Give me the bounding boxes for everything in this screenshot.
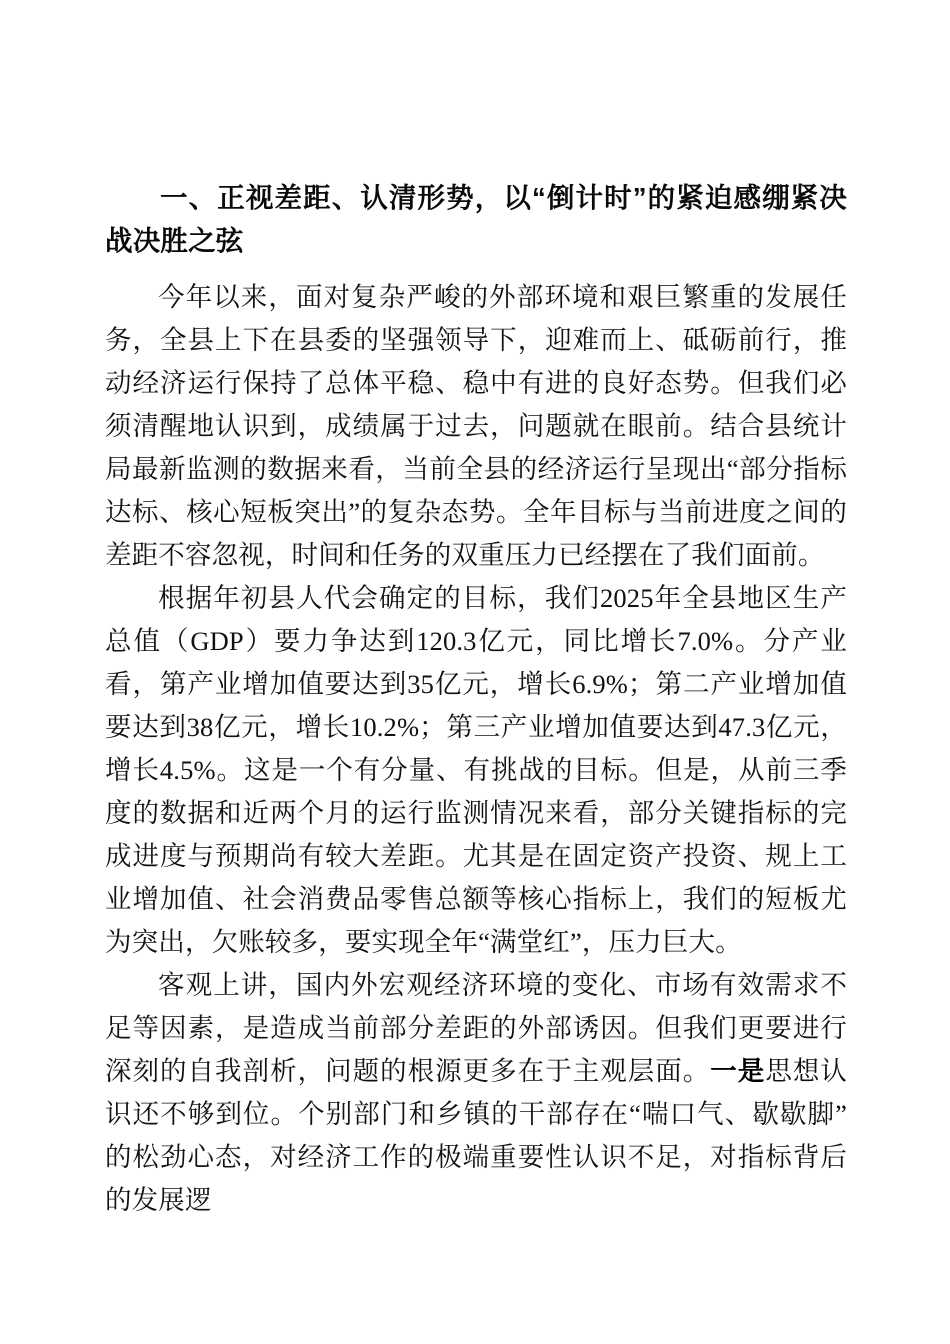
- section-heading: 一、正视差距、认清形势，以“倒计时”的紧迫感绷紧决战决胜之弦: [105, 182, 847, 256]
- body-paragraph-2: 根据年初县人代会确定的目标，我们2025年全县地区生产总值（GDP）要力争达到120.3亿元，同比增长7.0%。分产业看，第产业增加值要达到35亿元，增长6.9%；第二产业增加值要达到38亿元，增长10.2%；第三产业增加值要达到47.3亿元，增长4.5%。这是一个有分量、有挑战的目标。但是，从前三季度的数据和近两个月的运行监测情况来看，部分关键指标的完成进度与预期尚有较大差距。尤其是在固定资产投资、规上工业增加值、社会消费品零售总额等核心指标上，我们的短板尤为突出，欠账较多，要实现全年“满堂红”，压力巨大。: [105, 583, 847, 957]
- paragraph-3-text-before-emphasis: 客观上讲，国内外宏观经济环境的变化、市场有效需求不足等因素，是造成当前部分差距的外部诱因。但我们更要进行深刻的自我剖析，问题的根源更多在于主观层面。: [105, 970, 847, 1086]
- paragraph-3-emphasis: 一是: [710, 1056, 766, 1086]
- body-paragraph-3: [105, 964, 847, 1222]
- document-text-column: [105, 176, 847, 1222]
- paragraph-3-text-after-emphasis: 思想认识还不够到位。个别部门和乡镇的干部存在“喘口气、歇歇脚”的松劲心态，对经济工作的极端重要性认识不足，对指标背后的发展逻: [105, 1056, 847, 1215]
- body-paragraph-1: 今年以来，面对复杂严峻的外部环境和艰巨繁重的发展任务，全县上下在县委的坚强领导下，迎难而上、砥砺前行，推动经济运行保持了总体平稳、稳中有进的良好态势。但我们必须清醒地认识到，成绩属于过去，问题就在眼前。结合县统计局最新监测的数据来看，当前全县的经济运行呈现出“部分指标达标、核心短板突出”的复杂态势。全年目标与当前进度之间的差距不容忽视，时间和任务的双重压力已经摆在了我们面前。: [105, 282, 847, 570]
